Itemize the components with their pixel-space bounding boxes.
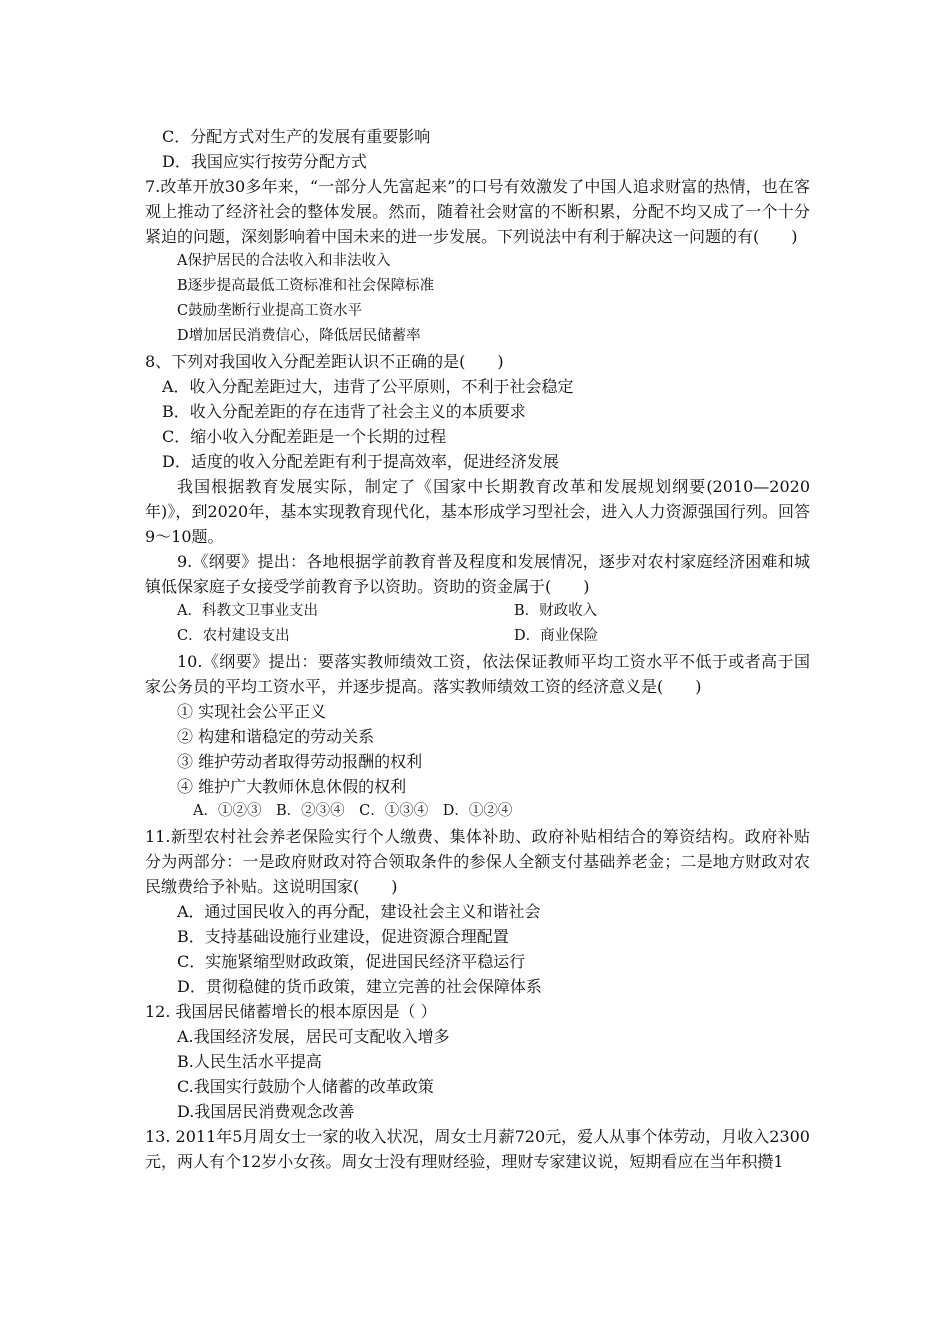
q8-stem: 8、下列对我国收入分配差距认识不正确的是( )	[145, 352, 504, 371]
q9-option-b: B．财政收入	[514, 603, 598, 619]
q10-item-2: ② 构建和谐稳定的劳动关系	[177, 727, 375, 746]
q9-options-row-2	[145, 624, 810, 649]
exam-content	[145, 124, 810, 1174]
q8-option-d: D．适度的收入分配差距有利于提高效率，促进经济发展	[162, 452, 559, 471]
q7-option-b: B逐步提高最低工资标准和社会保障标准	[177, 278, 435, 294]
q13-stem: 13. 2011年5月周女士一家的收入状况，周女士月薪720元，爱人从事个体劳动，月收入2300元，两人有个12岁小女孩。周女士没有理财经验，理财专家建议说，短期看应在当年积攒1	[145, 1127, 810, 1171]
q8-option-a: A．收入分配差距过大，违背了公平原则，不利于社会稳定	[162, 377, 574, 396]
q9-options-row-1	[145, 599, 810, 624]
q11-option-b: B．支持基础设施行业建设，促进资源合理配置	[177, 927, 509, 946]
q9-stem: 9.《纲要》提出：各地根据学前教育普及程度和发展情况，逐步对农村家庭经济困难和城镇低保家庭子女接受学前教育予以资助。资助的资金属于( )	[145, 552, 810, 596]
q8-option-c: C．缩小收入分配差距是一个长期的过程	[162, 427, 447, 446]
q9-option-c: C．农村建设支出	[177, 628, 290, 644]
q7-stem: 7.改革开放30多年来，“一部分人先富起来”的口号有效激发了中国人追求财富的热情，也在客观上推动了经济社会的整体发展。然而，随着社会财富的不断积累，分配不均又成了一个十分紧迫的问题，深刻影响着中国未来的进一步发展。下列说法中有利于解决这一问题的有( )	[145, 177, 810, 246]
q12-option-d: D.我国居民消费观念改善	[177, 1102, 355, 1121]
q11-option-a: A．通过国民收入的再分配，建设社会主义和谐社会	[177, 902, 541, 921]
q7-option-d: D增加居民消费信心，降低居民储蓄率	[177, 328, 421, 344]
q10-item-4: ④ 维护广大教师休息休假的权利	[177, 777, 407, 796]
q9-option-d: D．商业保险	[514, 628, 599, 644]
q7-option-a: A保护居民的合法收入和非法收入	[177, 253, 391, 269]
q12-option-b: B.人民生活水平提高	[177, 1052, 322, 1071]
q12-stem: 12. 我国居民储蓄增长的根本原因是（ ）	[145, 1002, 437, 1021]
q10-stem: 10.《纲要》提出：要落实教师绩效工资，依法保证教师平均工资水平不低于或者高于国家公务员的平均工资水平，并逐步提高。落实教师绩效工资的经济意义是( )	[145, 652, 810, 696]
q7-option-c: C鼓励垄断行业提高工资水平	[177, 303, 363, 319]
q11-option-c: C．实施紧缩型财政政策，促进国民经济平稳运行	[177, 952, 526, 971]
q11-option-d: D．贯彻稳健的货币政策，建立完善的社会保障体系	[177, 977, 542, 996]
q12-option-a: A.我国经济发展，居民可支配收入增多	[177, 1027, 450, 1046]
q10-item-1: ① 实现社会公平正义	[177, 702, 327, 721]
q6-option-d: D．我国应实行按劳分配方式	[162, 152, 367, 171]
q11-stem: 11.新型农村社会养老保险实行个人缴费、集体补助、政府补贴相结合的筹资结构。政府补贴分为两部分：一是政府财政对符合领取条件的参保人全额支付基础养老金；二是地方财政对农民缴费给予补贴。这说明国家( )	[145, 827, 810, 896]
q12-option-c: C.我国实行鼓励个人储蓄的改革政策	[177, 1077, 434, 1096]
material-paragraph: 我国根据教育发展实际，制定了《国家中长期教育改革和发展规划纲要(2010—2020年)》，到2020年，基本实现教育现代化，基本形成学习型社会，进入人力资源强国行列。回答9～10题。	[145, 477, 810, 546]
q9-option-a: A．科教文卫事业支出	[177, 603, 318, 619]
q8-option-b: B．收入分配差距的存在违背了社会主义的本质要求	[162, 402, 526, 421]
q10-item-3: ③ 维护劳动者取得劳动报酬的权利	[177, 752, 423, 771]
q10-answer-choices: A．①②③ B．②③④ C．①③④ D．①②④	[193, 803, 513, 819]
q6-option-c: C．分配方式对生产的发展有重要影响	[162, 127, 431, 146]
